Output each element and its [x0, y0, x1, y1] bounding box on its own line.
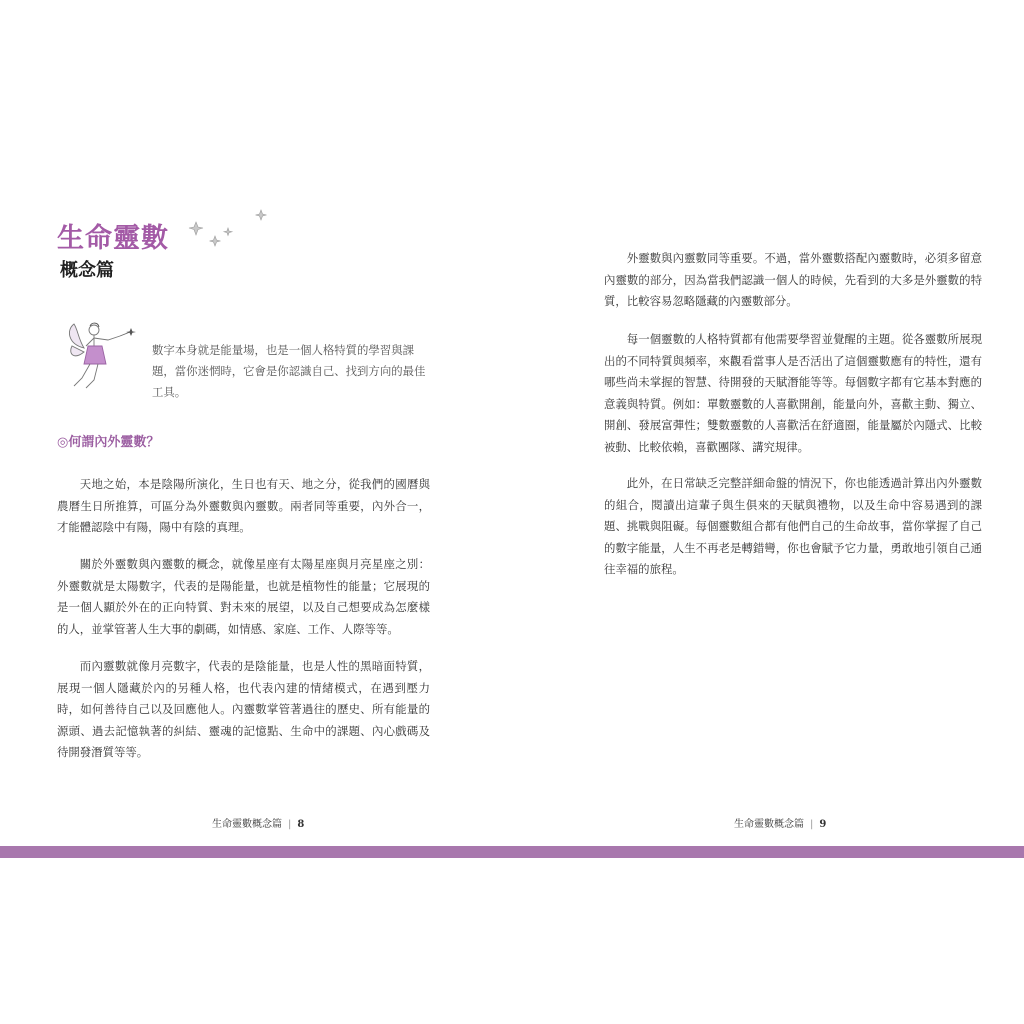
- running-title: 生命靈數概念篇: [734, 819, 804, 830]
- chapter-subtitle: 概念篇: [60, 260, 114, 281]
- body-paragraph: 每一個靈數的人格特質都有他需要學習並覺醒的主題。從各靈數所展現出的不同特質與頻率，來觀看當事人是否活出了這個靈數應有的特性，還有哪些尚未掌握的智慧、待開發的天賦潛能等等。每個數字都有它基本對應的意義與特質。例如：單數靈數的人喜歡開創，能量向外，喜歡主動、獨立、開創、發展富彈性；雙數靈數的人喜歡活在舒適圈，能量屬於內隱式、比較被動、比較依賴，喜歡團隊、講究規律。: [604, 332, 982, 454]
- page-number: 8: [297, 819, 305, 830]
- body-paragraph: 外靈數與內靈數同等重要。不過，當外靈數搭配內靈數時，必須多留意內靈數的部分，因為當我們認識一個人的時候，先看到的大多是外靈數的特質，比較容易忽略隱藏的內靈數部分。: [604, 251, 982, 308]
- page-footer: [734, 815, 826, 830]
- fairy-illustration-icon: [64, 316, 144, 396]
- section-heading: ◎何謂內外靈數？: [57, 435, 160, 450]
- body-paragraph: 關於外靈數與內靈數的概念，就像星座有太陽星座與月亮星座之別：外靈數就是太陽數字，代表的是陽能量，也就是植物性的能量；它展現的是一個人顯於外在的正向特質、對未來的展望，以及自己想要成為怎麼樣的人，並掌管著人生大事的劇碼，如情感、家庭、工作、人際等等。: [57, 557, 430, 636]
- body-paragraph: 天地之始，本是陰陽所演化，生日也有天、地之分，從我們的國曆與農曆生日所推算，可區分為外靈數與內靈數。兩者同等重要，內外合一，才能體認陰中有陽，陽中有陰的真理。: [57, 477, 430, 534]
- page-footer: [212, 815, 304, 830]
- sparkle-stars-icon: [182, 206, 274, 254]
- footer-separator: |: [288, 819, 292, 830]
- page-number: 9: [819, 819, 827, 830]
- body-paragraph: 而內靈數就像月亮數字，代表的是陰能量，也是人性的黑暗面特質，展現一個人隱藏於內的另種人格，也代表內建的情緒模式，在遇到壓力時，如何善待自己以及回應他人。內靈數掌管著過往的歷史、所有能量的源頭、過去記憶執著的糾結、靈魂的記憶點、生命中的課題、內心戲碼及待開發潛質等等。: [57, 659, 430, 759]
- footer-separator: |: [810, 819, 814, 830]
- left-page: [0, 0, 512, 846]
- right-page: [512, 0, 1024, 846]
- running-title: 生命靈數概念篇: [212, 819, 282, 830]
- chapter-title: 生命靈數: [57, 223, 169, 254]
- body-paragraph: 此外，在日常缺乏完整詳細命盤的情況下，你也能透過計算出內外靈數的組合，閱讀出這輩子與生俱來的天賦與禮物，以及生命中容易遇到的課題、挑戰與阻礙。每個靈數組合都有他們自己的生命故事，當你掌握了自己的數字能量，人生不再老是轉錯彎，你也會賦予它力量，勇敢地引領自己通往幸福的旅程。: [604, 476, 982, 576]
- intro-quote: 數字本身就是能量場，也是一個人格特質的學習與課題，當你迷惘時，它會是你認識自己、找到方向的最佳工具。: [152, 343, 426, 399]
- decorative-color-band: [0, 846, 1024, 858]
